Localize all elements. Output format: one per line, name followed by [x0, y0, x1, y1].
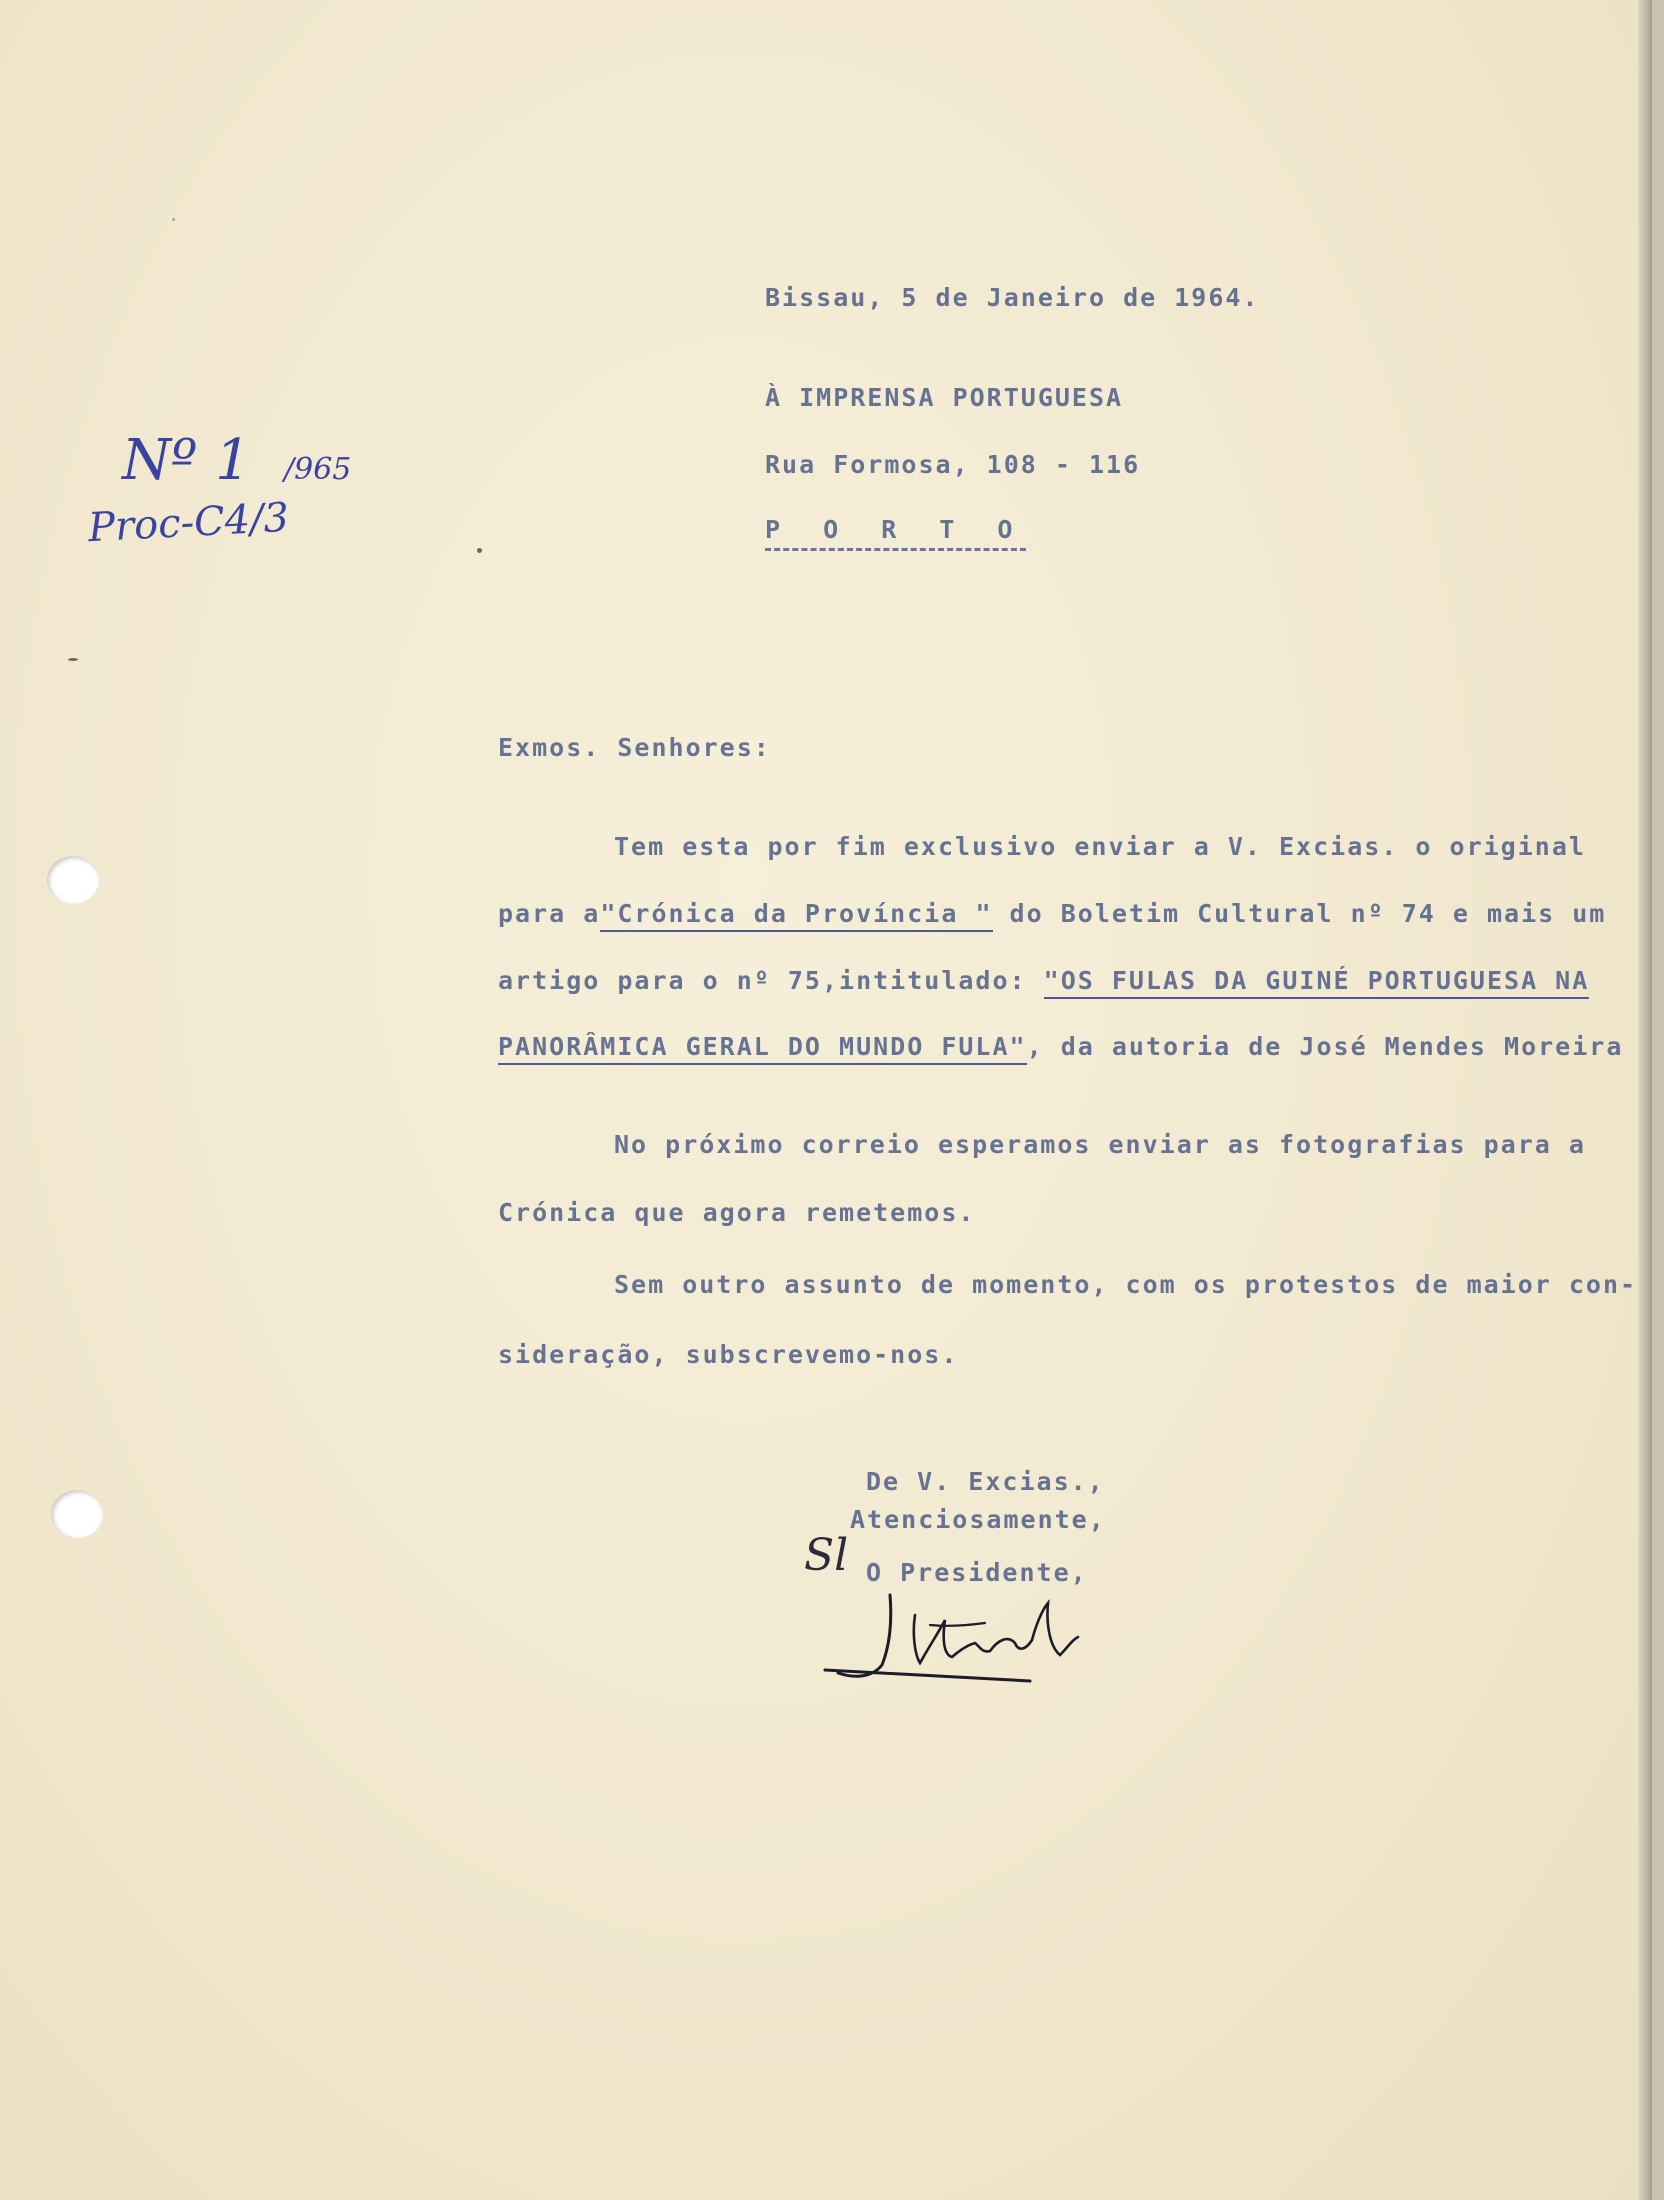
punch-hole-top	[47, 856, 99, 904]
article-title-underlined-part-1: "OS FULAS DA GUINÉ PORTUGUESA NA	[1044, 966, 1590, 999]
recipient-name: À IMPRENSA PORTUGUESA	[765, 383, 1124, 412]
paper-speck	[477, 548, 482, 553]
closing-line-1: De V. Excias.,	[866, 1467, 1105, 1496]
paragraph-2-line-1: No próximo correio esperamos enviar as fotografias para a	[614, 1130, 1586, 1159]
paragraph-1-line-3-start: artigo para o nº 75,intitulado:	[498, 966, 1044, 995]
paragraph-3-line-2: sideração, subscrevemo-nos.	[498, 1340, 959, 1369]
paragraph-1-line-4	[498, 1032, 1623, 1061]
salutation: Exmos. Senhores:	[498, 733, 771, 762]
paper-speck	[172, 218, 175, 221]
paragraph-1-line-1: Tem esta por fim exclusivo enviar a V. Excias. o original	[614, 832, 1586, 861]
punch-hole-bottom	[51, 1490, 103, 1538]
article-title-underlined-part-2: PANORÂMICA GERAL DO MUNDO FULA"	[498, 1032, 1027, 1065]
page-edge-shadow	[1638, 0, 1652, 2200]
handwritten-year: /965	[284, 452, 352, 487]
recipient-city: P O R T O	[765, 515, 1026, 551]
cronica-title-underlined: "Crónica da Província "	[600, 899, 992, 932]
handwritten-number: Nº 1	[122, 428, 251, 493]
handwritten-sl: Sl	[804, 1530, 849, 1581]
closing-line-3: O Presidente,	[866, 1558, 1088, 1587]
paragraph-2-line-2: Crónica que agora remetemos.	[498, 1198, 976, 1227]
paragraph-1-line-2-end: do Boletim Cultural nº 74 e mais um	[992, 899, 1607, 928]
paper-speck	[68, 658, 78, 661]
paragraph-3-line-1: Sem outro assunto de momento, com os protestos de maior con-	[614, 1270, 1638, 1299]
recipient-street: Rua Formosa, 108 - 116	[765, 450, 1141, 479]
date-line: Bissau, 5 de Janeiro de 1964.	[765, 283, 1260, 312]
closing-line-2: Atenciosamente,	[850, 1505, 1106, 1534]
president-signature	[820, 1585, 1140, 1695]
paragraph-1-line-4-end: , da autoria de José Mendes Moreira	[1026, 1032, 1624, 1061]
handwritten-process: Proc-C4/3	[86, 494, 291, 552]
paragraph-1-line-3	[498, 966, 1589, 995]
paragraph-1-line-2-start: para a	[498, 899, 601, 928]
paragraph-1-line-2	[498, 899, 1606, 928]
